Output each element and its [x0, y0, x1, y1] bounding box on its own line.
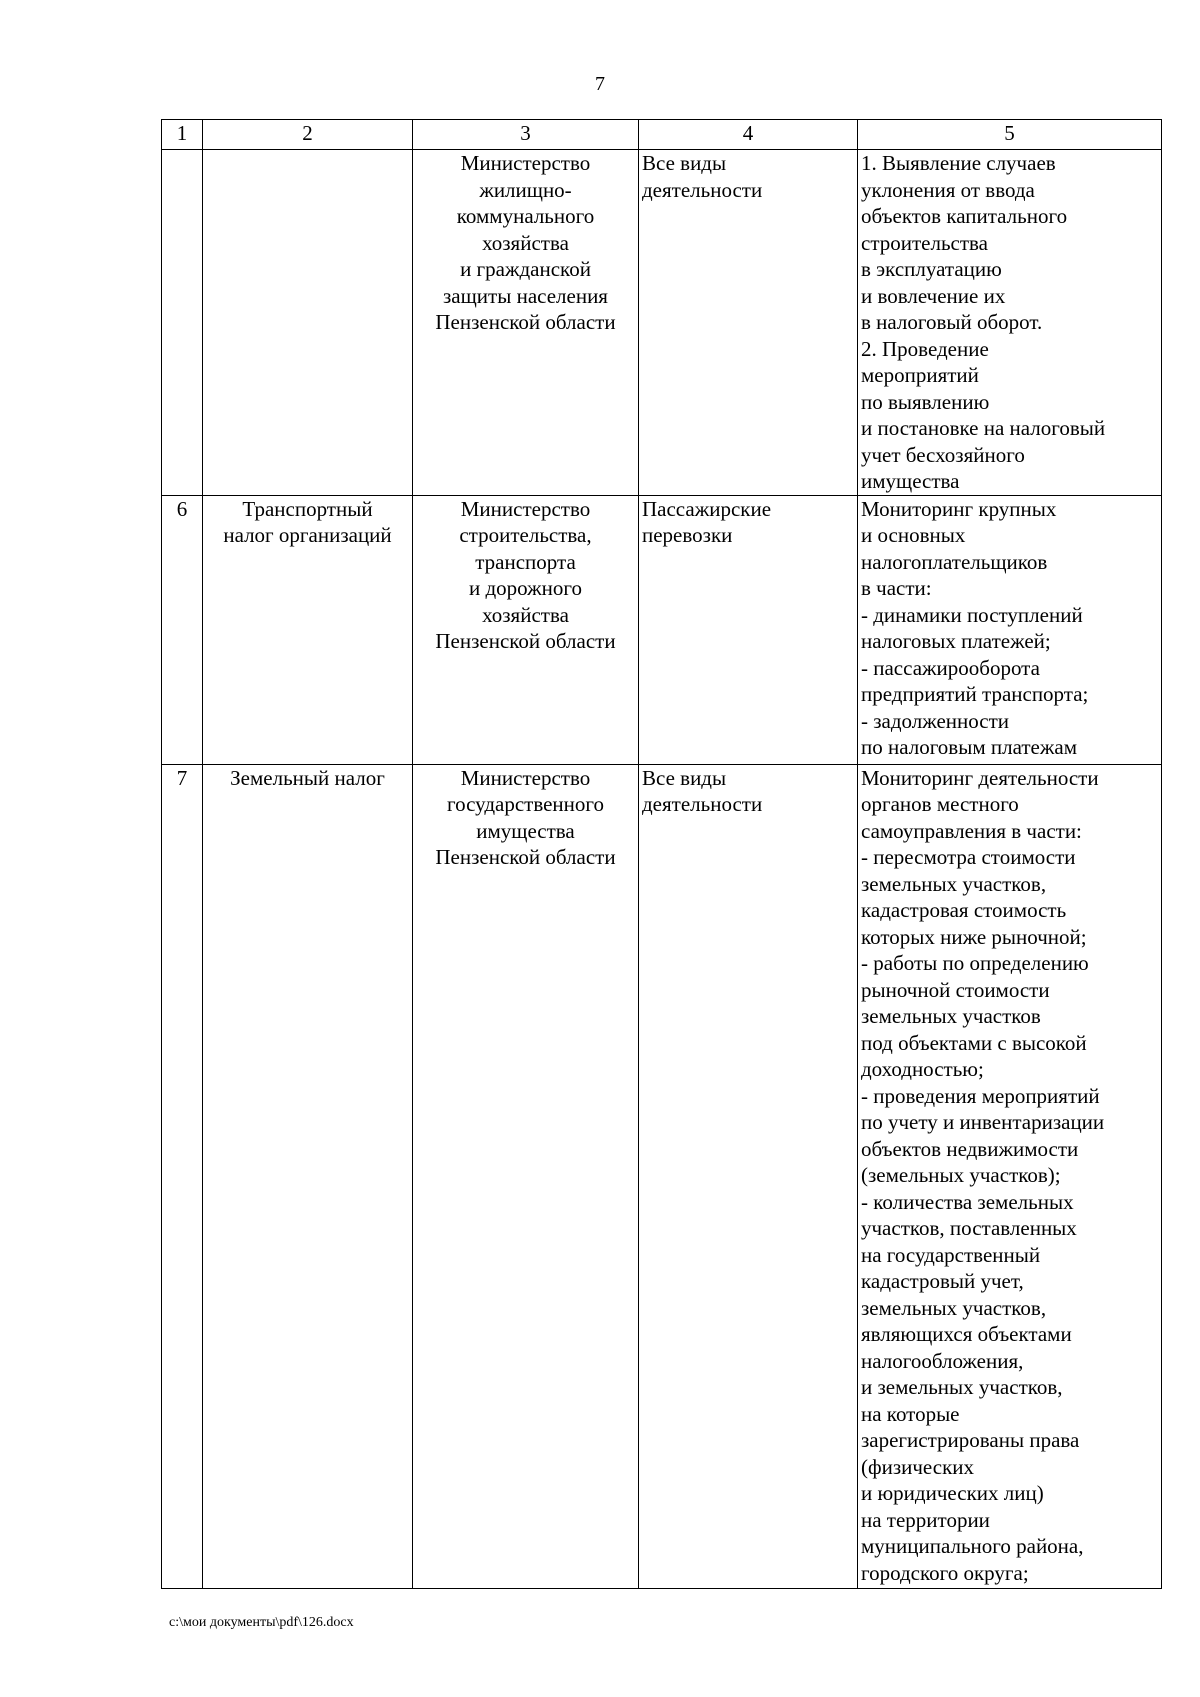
- cell-text-line: деятельности: [642, 792, 763, 816]
- cell-text-line: - пересмотра стоимости: [861, 845, 1076, 869]
- cell-text-line: участков, поставленных: [861, 1216, 1077, 1240]
- tax-name-cell: [203, 495, 413, 764]
- table-header-row: [162, 120, 1162, 150]
- cell-text-line: учет бесхозяйного: [861, 442, 1025, 467]
- cell-text-line: Пензенской области: [435, 310, 616, 334]
- cell-text-line: объектов недвижимости: [861, 1136, 1079, 1161]
- cell-text-line: - задолженности: [861, 708, 1010, 733]
- cell-text-line: зарегистрированы права: [861, 1428, 1080, 1452]
- cell-text-line: которых ниже рыночной;: [861, 924, 1087, 949]
- header-cell-5: 5: [858, 120, 1162, 150]
- cell-text-line: кадастровая стоимость: [861, 898, 1067, 922]
- cell-text-line: Пензенской области: [435, 629, 616, 653]
- cell-text-line: коммунального: [456, 204, 595, 228]
- cell-text-line: 1. Выявление случаев: [861, 151, 1056, 175]
- cell-text-line: Мониторинг крупных: [861, 496, 1057, 521]
- header-cell-4: 4: [639, 120, 858, 150]
- cell-text-line: органов местного: [861, 792, 1019, 816]
- cell-text-line: кадастровый учет,: [861, 1269, 1024, 1293]
- ministry-cell: [413, 495, 639, 764]
- cell-text-line: - пассажирооборота: [861, 655, 1040, 680]
- cell-text-line: (физических: [861, 1454, 975, 1479]
- measures-cell: [858, 150, 1162, 496]
- cell-text-line: являющихся объектами: [861, 1322, 1072, 1346]
- cell-text-line: Министерство: [460, 496, 591, 521]
- cell-text-line: городского округа;: [861, 1560, 1029, 1585]
- measures-cell: [858, 495, 1162, 764]
- cell-text-line: Земельный налог: [230, 765, 385, 790]
- cell-text-line: и юридических лиц): [861, 1481, 1044, 1505]
- table-row: [162, 495, 1162, 764]
- cell-text-line: налог организаций: [223, 523, 392, 547]
- cell-text-line: и дорожного: [469, 576, 582, 600]
- cell-text-line: хозяйства: [482, 602, 569, 627]
- cell-text-line: 2. Проведение: [861, 336, 989, 361]
- cell-text-line: по налоговым платежам: [861, 735, 1077, 759]
- cell-text-line: на государственный: [861, 1242, 1041, 1267]
- activity-cell: [639, 764, 858, 1588]
- measures-cell: [858, 764, 1162, 1588]
- cell-text-line: предприятий транспорта;: [861, 682, 1089, 706]
- cell-text-line: строительства,: [459, 523, 592, 547]
- row-number-cell: 7: [162, 764, 203, 1588]
- cell-text-line: доходностью;: [861, 1057, 984, 1081]
- cell-text-line: - работы по определению: [861, 951, 1089, 975]
- cell-text-line: Пензенской области: [435, 845, 616, 869]
- cell-text-line: деятельности: [642, 177, 763, 202]
- cell-text-line: в налоговый оборот.: [861, 310, 1043, 334]
- tax-name-cell: [203, 764, 413, 1588]
- activity-cell: [639, 495, 858, 764]
- cell-text-line: по учету и инвентаризации: [861, 1110, 1105, 1134]
- cell-text-line: по выявлению: [861, 389, 990, 414]
- cell-text-line: Транспортный: [242, 496, 373, 521]
- cell-text-line: рыночной стоимости: [861, 977, 1050, 1002]
- cell-text-line: (земельных участков);: [861, 1163, 1061, 1187]
- cell-text-line: самоуправления в части:: [861, 818, 1082, 843]
- file-path-footer: c:\мои документы\pdf\126.docx: [169, 1615, 354, 1630]
- header-cell-2: 2: [203, 120, 413, 150]
- cell-text-line: мероприятий: [861, 363, 979, 387]
- cell-text-line: на которые: [861, 1401, 960, 1426]
- cell-text-line: на территории: [861, 1507, 990, 1532]
- cell-text-line: земельных участков,: [861, 871, 1047, 896]
- cell-text-line: жилищно-: [479, 177, 572, 202]
- cell-text-line: налоговых платежей;: [861, 629, 1051, 653]
- cell-text-line: перевозки: [642, 523, 733, 547]
- cell-text-line: имущества: [861, 469, 960, 493]
- cell-text-line: Мониторинг деятельности: [861, 765, 1099, 790]
- cell-text-line: транспорта: [475, 549, 576, 574]
- cell-text-line: и вовлечение их: [861, 283, 1006, 308]
- header-cell-1: 1: [162, 120, 203, 150]
- cell-text-line: Все виды: [642, 151, 727, 175]
- tax-name-cell: [203, 150, 413, 496]
- cell-text-line: Пассажирские: [642, 496, 772, 521]
- cell-text-line: земельных участков: [861, 1004, 1041, 1028]
- ministry-cell: [413, 764, 639, 1588]
- cell-text-line: и постановке на налоговый: [861, 416, 1106, 440]
- cell-text-line: строительства: [861, 230, 989, 255]
- page-number: 7: [595, 73, 605, 95]
- cell-text-line: Все виды: [642, 765, 727, 790]
- activity-cell: [639, 150, 858, 496]
- cell-text-line: - количества земельных: [861, 1189, 1074, 1214]
- cell-text-line: Министерство: [460, 765, 591, 790]
- table-row: [162, 150, 1162, 496]
- header-cell-3: 3: [413, 120, 639, 150]
- cell-text-line: в части:: [861, 576, 932, 600]
- cell-text-line: - динамики поступлений: [861, 602, 1083, 627]
- cell-text-line: под объектами с высокой: [861, 1030, 1087, 1055]
- cell-text-line: и гражданской: [460, 257, 591, 281]
- document-table: [161, 119, 1162, 1589]
- cell-text-line: и земельных участков,: [861, 1375, 1063, 1399]
- cell-text-line: - проведения мероприятий: [861, 1083, 1100, 1108]
- cell-text-line: хозяйства: [482, 230, 569, 255]
- cell-text-line: и основных: [861, 523, 966, 547]
- cell-text-line: государственного: [446, 792, 605, 816]
- ministry-cell: [413, 150, 639, 496]
- cell-text-line: налогообложения,: [861, 1348, 1024, 1373]
- cell-text-line: объектов капитального: [861, 204, 1068, 228]
- cell-text-line: Министерство: [460, 151, 591, 175]
- row-number-cell: 6: [162, 495, 203, 764]
- cell-text-line: уклонения от ввода: [861, 177, 1035, 202]
- cell-text-line: в эксплуатацию: [861, 257, 1002, 281]
- cell-text-line: защиты населения: [443, 283, 608, 308]
- cell-text-line: муниципального района,: [861, 1534, 1084, 1558]
- cell-text-line: налогоплательщиков: [861, 549, 1048, 574]
- row-number-cell: [162, 150, 203, 496]
- table-row: [162, 764, 1162, 1588]
- cell-text-line: земельных участков,: [861, 1295, 1047, 1320]
- cell-text-line: имущества: [476, 818, 575, 843]
